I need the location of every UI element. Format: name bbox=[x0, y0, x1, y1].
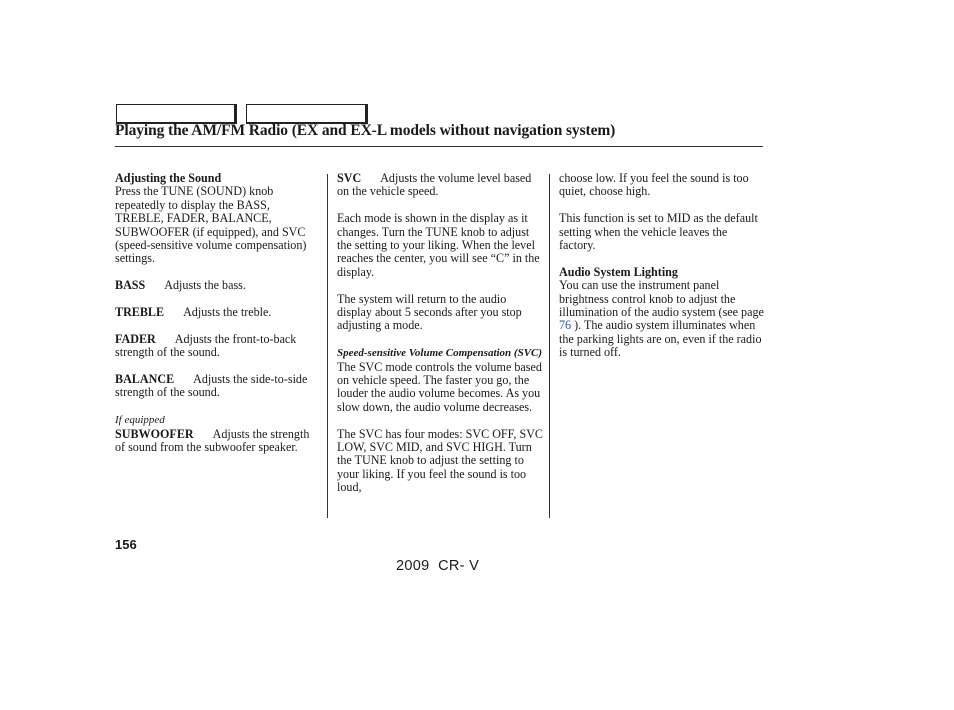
header-tab-2 bbox=[246, 104, 368, 124]
paragraph-lighting-a: You can use the instrument panel brightness control knob to adjust the illumination of the audio system (see page bbox=[559, 278, 764, 320]
paragraph-lighting-b: ). The audio system illuminates when the parking lights are on, even if the radio is turned off. bbox=[559, 318, 762, 360]
subheading-svc: Speed-sensitive Volume Compensation (SVC) bbox=[337, 347, 543, 360]
term-subwoofer: SUBWOOFER bbox=[115, 426, 194, 441]
page-number: 156 bbox=[115, 537, 137, 552]
column-3 bbox=[559, 172, 764, 360]
footer-model: 2009 CR- V bbox=[396, 558, 480, 574]
column-divider-1 bbox=[327, 174, 328, 518]
paragraph-mode-display: Each mode is shown in the display as it changes. Turn the TUNE knob to adjust the setting to your liking. When the level reaches the center, you will see “C” in the display. bbox=[337, 211, 540, 279]
desc-treble: Adjusts the treble. bbox=[183, 305, 272, 320]
paragraph-return-display: The system will return to the audio display about 5 seconds after you stop adjusting a mode. bbox=[337, 291, 522, 333]
page-reference-link[interactable]: 76 bbox=[559, 318, 572, 333]
desc-svc: Adjusts the volume level based on the vehicle speed. bbox=[337, 171, 532, 199]
intro-text: Press the TUNE (SOUND) knob repeatedly to display the BASS, TREBLE, FADER, BALANCE, SUBWOOFER (if equipped), and SVC (speed-sensitive volume compensation) settings. bbox=[115, 184, 307, 266]
desc-fader: Adjusts the front-to-back strength of the sound. bbox=[115, 331, 297, 360]
column-2 bbox=[337, 172, 544, 495]
column-1 bbox=[115, 172, 320, 454]
term-bass: BASS bbox=[115, 278, 146, 293]
desc-bass: Adjusts the bass. bbox=[164, 278, 246, 293]
if-equipped-note: If equipped bbox=[115, 414, 165, 427]
paragraph-svc-modes: The SVC has four modes: SVC OFF, SVC LOW, SVC MID, and SVC HIGH. Turn the TUNE knob to adjust the setting to your liking. If you feel the sound is too loud, bbox=[337, 426, 543, 495]
term-treble: TREBLE bbox=[115, 305, 165, 320]
section-heading-lighting: Audio System Lighting bbox=[559, 264, 678, 279]
page-title: Playing the AM/FM Radio (EX and EX-L models without navigation system) bbox=[115, 122, 616, 139]
term-svc: SVC bbox=[337, 171, 362, 185]
title-rule bbox=[115, 146, 763, 147]
desc-subwoofer: Adjusts the strength of sound from the subwoofer speaker. bbox=[115, 426, 310, 455]
header-tab-1 bbox=[116, 104, 237, 124]
section-heading-adjusting-sound: Adjusting the Sound bbox=[115, 171, 222, 185]
paragraph-choose-level: choose low. If you feel the sound is too quiet, choose high. bbox=[559, 171, 749, 199]
term-balance: BALANCE bbox=[115, 372, 175, 387]
paragraph-svc-controls: The SVC mode controls the volume based on vehicle speed. The faster you go, the louder the audio volume becomes. As you slow down, the audio volume decreases. bbox=[337, 359, 542, 414]
column-divider-2 bbox=[549, 174, 550, 518]
desc-balance: Adjusts the side-to-side strength of the sound. bbox=[115, 372, 308, 400]
term-fader: FADER bbox=[115, 331, 156, 346]
paragraph-default-setting: This function is set to MID as the default setting when the vehicle leaves the factory. bbox=[559, 211, 758, 253]
